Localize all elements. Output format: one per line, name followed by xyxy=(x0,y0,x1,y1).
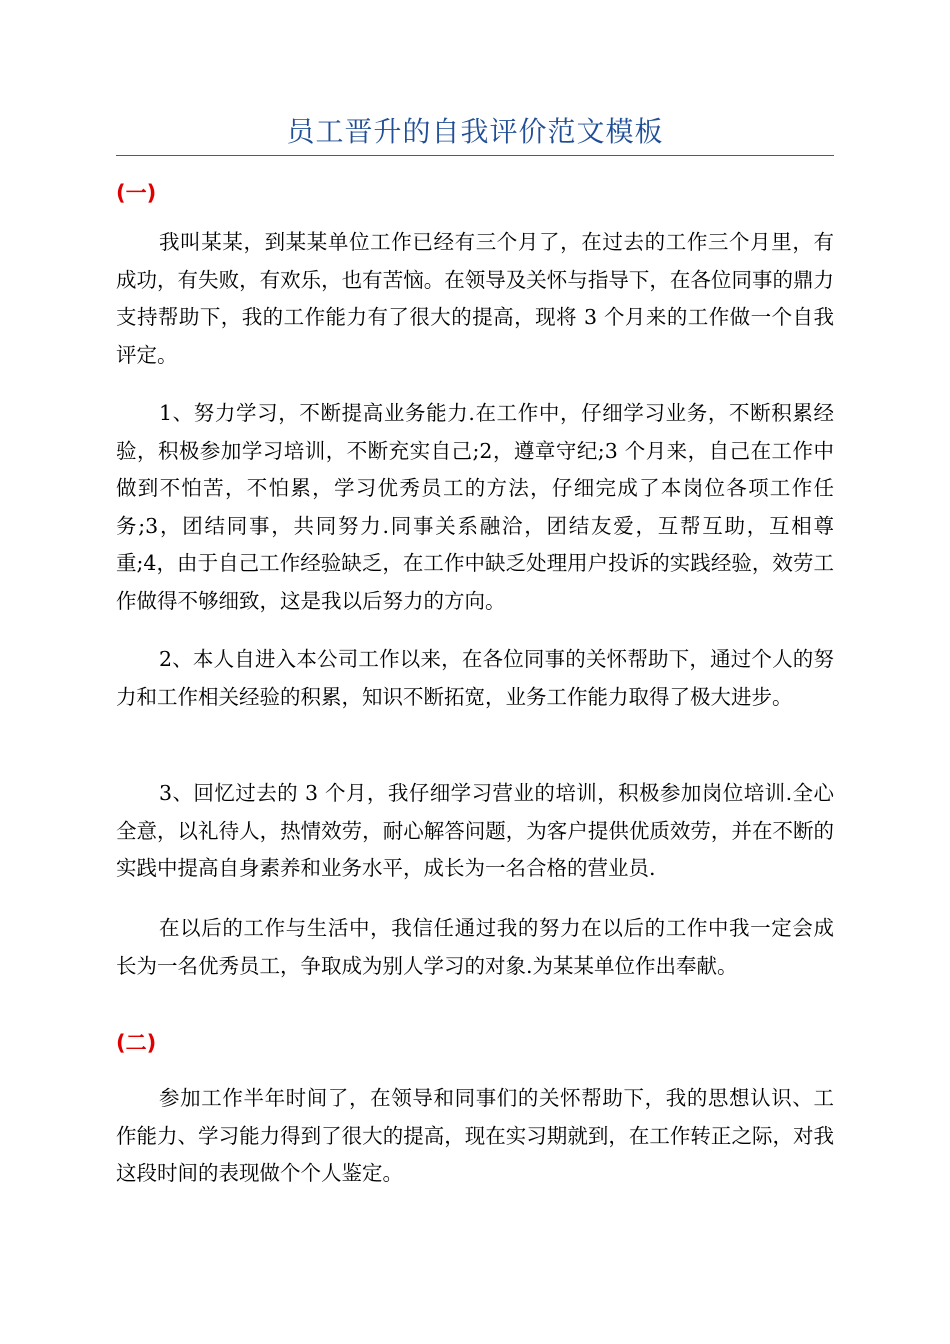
paragraph: 在以后的工作与生活中，我信任通过我的努力在以后的工作中我一定会成长为一名优秀员工，争取成为别人学习的对象.为某某单位作出奉献。 xyxy=(116,916,834,978)
section-heading-1: (一) xyxy=(116,181,157,205)
paragraph: 3、回忆过去的 3 个月，我仔细学习营业的培训，积极参加岗位培训.全心全意，以礼待人，热情效劳，耐心解答问题，为客户提供优质效劳，并在不断的实践中提高自身素养和业务水平，成长为一名合格的营业员. xyxy=(116,781,834,880)
section-heading-2: (二) xyxy=(116,1031,157,1055)
document-title: 员工晋升的自我评价范文模板 xyxy=(286,115,664,148)
paragraph: 我叫某某，到某某单位工作已经有三个月了，在过去的工作三个月里，有成功，有失败，有欢乐，也有苦恼。在领导及关怀与指导下，在各位同事的鼎力支持帮助下，我的工作能力有了很大的提高，现将 3 个月来的工作做一个自我评定。 xyxy=(116,230,834,367)
paragraph: 1、努力学习，不断提高业务能力.在工作中，仔细学习业务，不断积累经验，积极参加学习培训，不断充实自己;2，遵章守纪;3 个月来，自己在工作中做到不怕苦，不怕累，学习优秀员工的方法，仔细完成了本岗位各项工作任务;3，团结同事，共同努力.同事关系融洽，团结友爱，互帮互助，互相尊重;4，由于自己工作经验缺乏，在工作中缺乏处理用户投诉的实践经验，效劳工作做得不够细致，这是我以后努力的方向。 xyxy=(116,401,834,613)
paragraph: 参加工作半年时间了，在领导和同事们的关怀帮助下，我的思想认识、工作能力、学习能力得到了很大的提高，现在实习期就到，在工作转正之际，对我这段时间的表现做个个人鉴定。 xyxy=(116,1086,834,1185)
title-underline xyxy=(116,155,834,156)
paragraph: 2、本人自进入本公司工作以来，在各位同事的关怀帮助下，通过个人的努力和工作相关经验的积累，知识不断拓宽，业务工作能力取得了极大进步。 xyxy=(116,647,834,709)
